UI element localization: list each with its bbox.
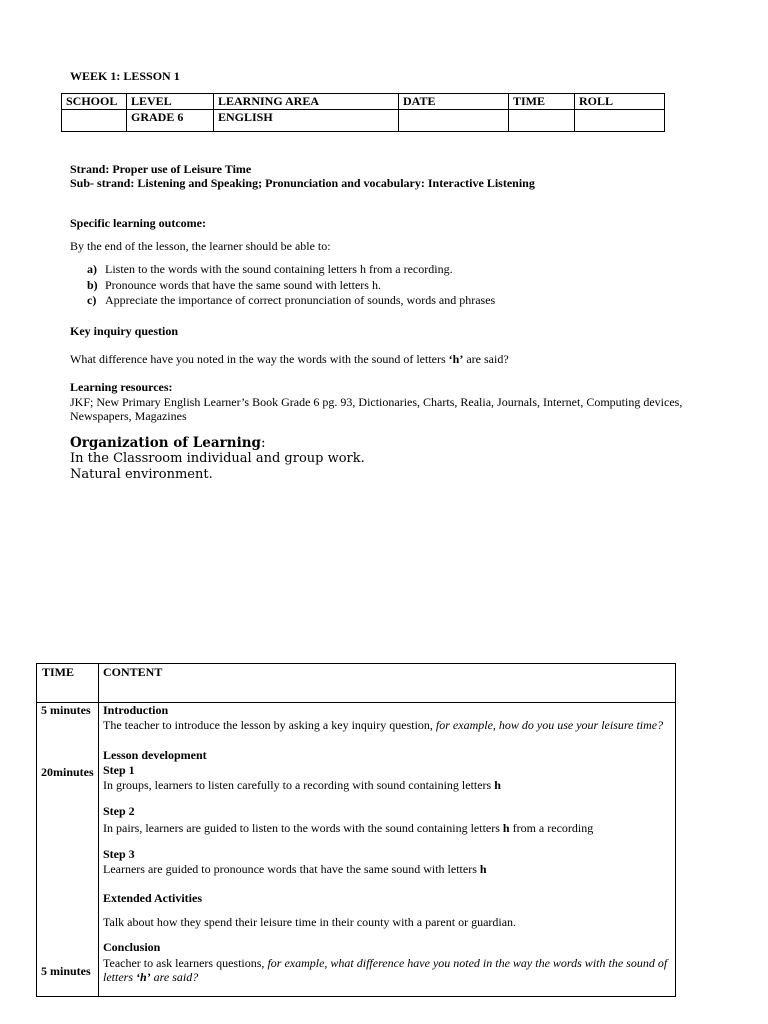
list-item	[87, 293, 495, 309]
intro-heading: Introduction	[103, 703, 169, 717]
conclusion-text-plain: Teacher to ask learners questions,	[103, 956, 268, 970]
step-3-letter: h	[479, 862, 487, 876]
step-1-heading: Step 1	[103, 763, 135, 777]
col-time: TIME	[509, 94, 575, 110]
outcome-heading: Specific learning outcome:	[70, 216, 206, 230]
conclusion-example-2: letters	[103, 970, 136, 984]
value-learning-area: ENGLISH	[214, 110, 399, 132]
conclusion-letter: ‘h’	[136, 970, 151, 984]
value-level: GRADE 6	[127, 110, 214, 132]
time-intro: 5 minutes	[41, 703, 91, 717]
list-text: Pronounce words that have the same sound with letters h.	[105, 277, 381, 292]
inquiry-heading: Key inquiry question	[70, 324, 179, 338]
step-3-text	[103, 862, 487, 876]
organization-colon: :	[260, 435, 266, 451]
step-2-text-plain: In pairs, learners are guided to listen to the words with the sound containing letters	[103, 821, 503, 835]
intro-text-plain: The teacher to introduce the lesson by asking a key inquiry question,	[103, 718, 436, 732]
intro-text	[103, 718, 663, 732]
step-2-heading: Step 2	[103, 804, 135, 818]
lesson-info-table	[61, 93, 665, 132]
step-2-text-end: from a recording	[509, 821, 594, 835]
col-date: DATE	[399, 94, 509, 110]
col-header-content: CONTENT	[103, 665, 163, 679]
extended-heading: Extended Activities	[103, 891, 202, 905]
list-item	[87, 262, 495, 278]
conclusion-example: for example, what difference have you noted in the way the words with the sound of	[267, 956, 668, 970]
resources-heading: Learning resources:	[70, 380, 173, 394]
conclusion-text-2	[103, 970, 198, 984]
organization-line-2: Natural environment.	[70, 467, 213, 482]
list-text: Listen to the words with the sound containing letters h from a recording.	[105, 262, 453, 276]
col-header-time: TIME	[42, 665, 75, 679]
value-time	[509, 110, 575, 132]
development-heading: Lesson development	[103, 748, 207, 762]
intro-text-example: for example, how do you use your leisure time?	[435, 718, 664, 732]
col-learning-area: LEARNING AREA	[214, 94, 399, 110]
resources-line-2: Newspapers, Magazines	[70, 409, 187, 423]
inquiry-question	[70, 352, 509, 366]
sub-strand: Sub- strand: Listening and Speaking; Pronunciation and vocabulary: Interactive Listening	[70, 176, 535, 190]
outcome-intro: By the end of the lesson, the learner should be able to:	[70, 239, 331, 253]
step-1-text	[103, 778, 501, 792]
conclusion-heading: Conclusion	[103, 940, 161, 954]
step-1-text-plain: In groups, learners to listen carefully to a recording with sound containing letters	[103, 778, 495, 792]
organization-heading	[70, 435, 266, 451]
table-column-divider	[98, 664, 99, 996]
strand: Strand: Proper use of Leisure Time	[70, 162, 252, 176]
inquiry-text: What difference have you noted in the way the words with the sound of letters	[70, 352, 449, 366]
resources-line-1: JKF; New Primary English Learner’s Book Grade 6 pg. 93, Dictionaries, Charts, Realia, Journals, Internet, Computing devices,	[70, 395, 683, 409]
list-item	[87, 278, 495, 294]
organization-line-1: In the Classroom individual and group work.	[70, 451, 365, 466]
step-2-text	[103, 821, 593, 835]
step-2-letter: h	[502, 821, 510, 835]
value-roll	[575, 110, 665, 132]
conclusion-text	[103, 956, 667, 970]
time-development: 20minutes	[41, 765, 94, 779]
organization-heading-text: Organization of Learning	[70, 435, 261, 451]
lesson-plan-table	[36, 663, 676, 997]
list-marker: b)	[87, 277, 98, 292]
extended-text: Talk about how they spend their leisure time in their county with a parent or guardian.	[103, 915, 517, 929]
value-date	[399, 110, 509, 132]
step-3-text-plain: Learners are guided to pronounce words that have the same sound with letters	[103, 862, 480, 876]
col-school: SCHOOL	[62, 94, 127, 110]
inquiry-letter: ‘h’	[448, 352, 464, 366]
col-roll: ROLL	[575, 94, 665, 110]
col-level: LEVEL	[127, 94, 214, 110]
list-marker: a)	[87, 262, 97, 276]
value-school	[62, 110, 127, 132]
inquiry-text-end: are said?	[463, 352, 509, 366]
list-text: Appreciate the importance of correct pronunciation of sounds, words and phrases	[105, 293, 496, 307]
step-3-heading: Step 3	[103, 847, 135, 861]
page-title: WEEK 1: LESSON 1	[70, 69, 180, 83]
step-1-letter: h	[494, 778, 501, 792]
list-marker: c)	[87, 293, 97, 307]
time-conclusion: 5 minutes	[41, 964, 91, 978]
outcome-list	[87, 262, 495, 309]
conclusion-example-end: are said?	[150, 970, 199, 984]
